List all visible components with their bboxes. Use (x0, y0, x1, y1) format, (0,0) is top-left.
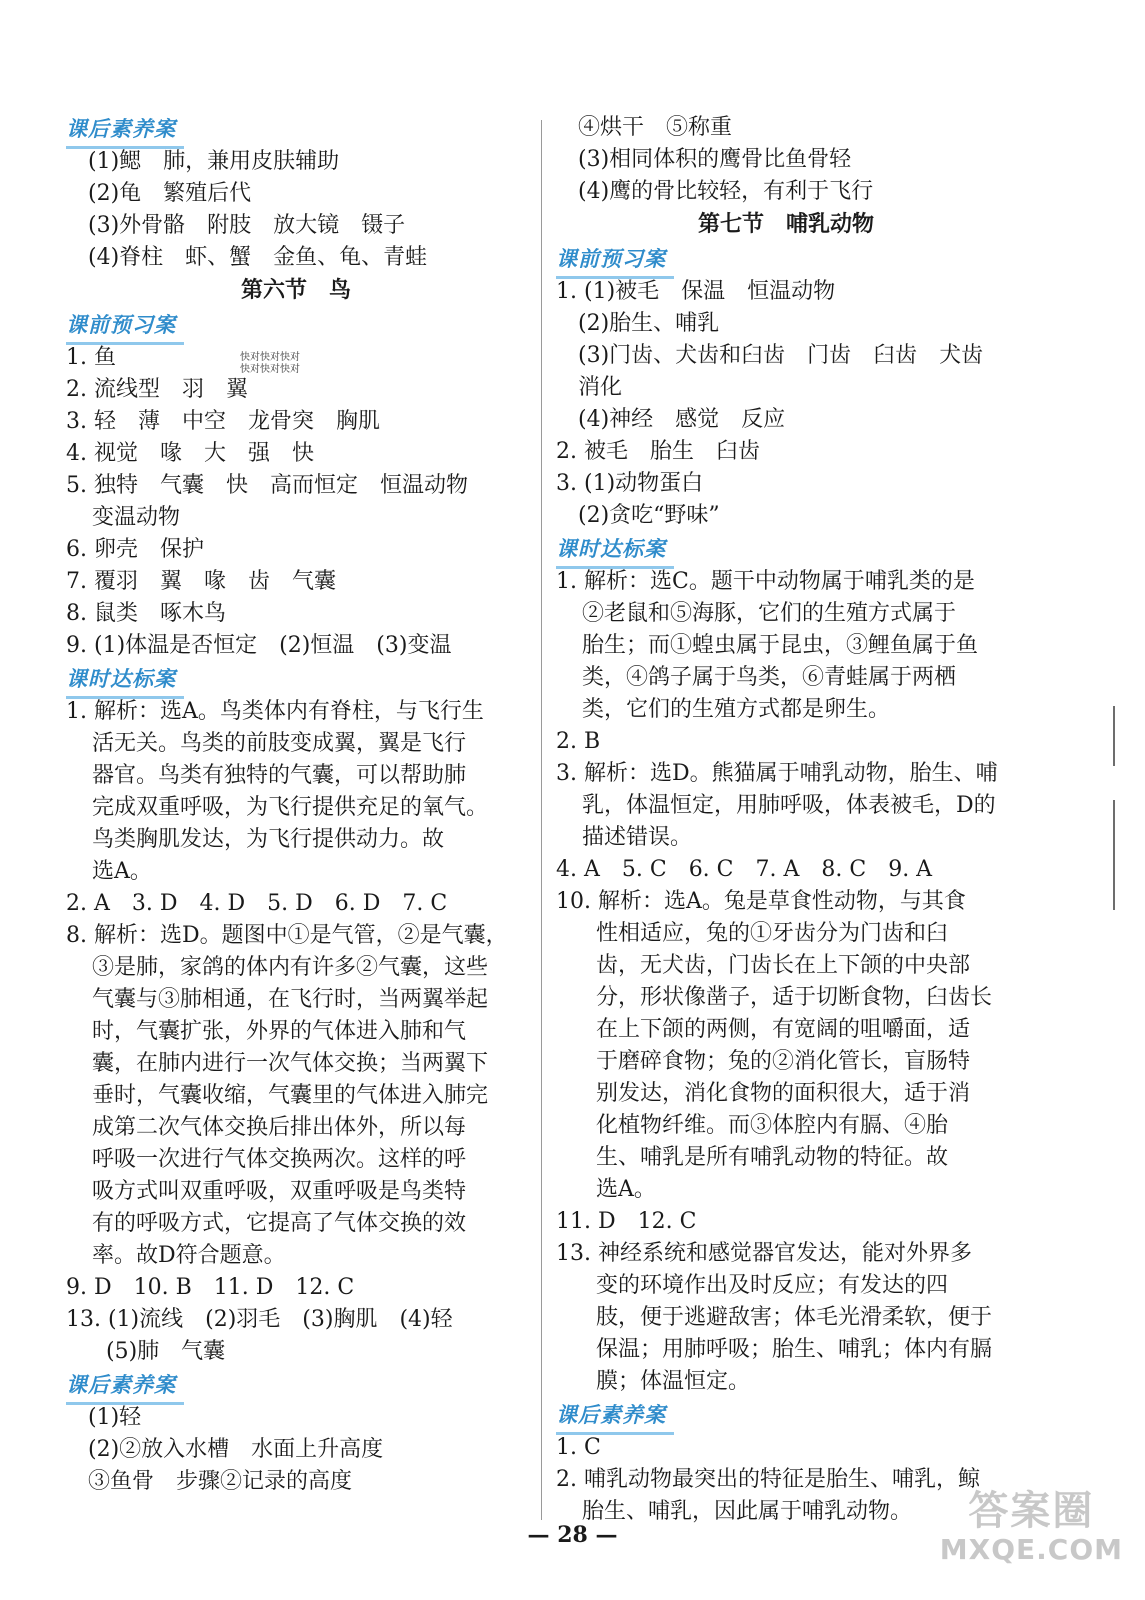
stamp-line: 快对快对快对 (240, 364, 300, 375)
answer-line: ④烘干 ⑤称重 (578, 115, 733, 140)
answer-line: 1. (1)被毛 保温 恒温动物 (556, 279, 836, 304)
answer-line: (2)②放入水槽 水面上升高度 (88, 1437, 384, 1462)
answer-line: 1. 鱼 (66, 345, 116, 370)
answer-line: 时，气囊扩张，外界的气体进入肺和气 (92, 1019, 467, 1044)
answer-line: 器官。鸟类有独特的气囊，可以帮助肺 (92, 763, 467, 788)
answer-line: 类，④鸽子属于鸟类，⑥青蛙属于两栖 (582, 665, 957, 690)
answer-line: 2. 哺乳动物最突出的特征是胎生、哺乳，鲸 (556, 1467, 980, 1492)
answer-line: ③是肺，家鸽的体内有许多②气囊，这些 (92, 955, 489, 980)
answer-line: 变的环境作出及时反应；有发达的四 (596, 1273, 949, 1298)
stamp-mark (240, 352, 300, 376)
section-heading-preview: 课前预习案 (66, 308, 184, 345)
right-column (556, 112, 1016, 1528)
answer-line: 有的呼吸方式，它提高了气体交换的效 (92, 1211, 467, 1236)
answer-line: (4)鹰的骨比较轻，有利于飞行 (578, 179, 874, 204)
answer-line: 3. 轻 薄 中空 龙骨突 胸肌 (66, 409, 380, 434)
answer-line: (1)轻 (88, 1405, 142, 1430)
answer-line: 于磨碎食物；兔的②消化管长，盲肠特 (596, 1049, 971, 1074)
answer-line: 选A。 (596, 1177, 656, 1202)
page-number: — 28 — (527, 1522, 618, 1548)
answer-line: 生、哺乳是所有哺乳动物的特征。故 (596, 1145, 949, 1170)
watermark-en: MXQE.COM (939, 1533, 1123, 1566)
answer-line: ③鱼骨 步骤②记录的高度 (88, 1469, 353, 1494)
answer-line: 2. B (556, 729, 601, 754)
answer-line: 胎生；而①蝗虫属于昆虫，③鲤鱼属于鱼 (582, 633, 979, 658)
answer-line: 保温；用肺呼吸；胎生、哺乳；体内有膈 (596, 1337, 993, 1362)
answer-line: (3)门齿、犬齿和臼齿 门齿 臼齿 犬齿 (578, 343, 984, 368)
answer-line: 1. C (556, 1435, 601, 1460)
answer-line: 选A。 (92, 859, 152, 884)
answer-line: 垂时，气囊收缩，气囊里的气体进入肺完 (92, 1083, 489, 1108)
answer-line: 乳，体温恒定，用肺呼吸，体表被毛，D的 (582, 793, 996, 818)
answer-line: 5. 独特 气囊 快 高而恒定 恒温动物 (66, 473, 468, 498)
answer-line: 活无关。鸟类的前肢变成翼，翼是飞行 (92, 731, 467, 756)
answer-line: 变温动物 (92, 505, 181, 530)
answer-line: (1)鳃 肺，兼用皮肤辅助 (88, 149, 340, 174)
watermark-cn: 答案圈 (968, 1488, 1095, 1534)
answer-line: 10. 解析：选A。兔是草食性动物，与其食 (556, 889, 966, 914)
answer-line: (2)胎生、哺乳 (578, 311, 720, 336)
answer-line: 性相适应，兔的①牙齿分为门齿和臼 (596, 921, 949, 946)
scan-edge-mark (1113, 706, 1115, 766)
answer-line: (3)相同体积的鹰骨比鱼骨轻 (578, 147, 852, 172)
left-column (66, 112, 526, 1498)
answer-line: 齿，无犬齿，门齿长在上下颌的中央部 (596, 953, 971, 978)
section-heading-after-class: 课后素养案 (556, 1398, 674, 1435)
section-heading-preview: 课前预习案 (556, 242, 674, 279)
answer-line: 成第二次气体交换后排出体外，所以每 (92, 1115, 467, 1140)
lesson-title-birds: 第六节 鸟 (240, 278, 351, 303)
answer-line: 8. 鼠类 啄木鸟 (66, 601, 226, 626)
answer-line: (2)贪吃“野味” (578, 503, 720, 528)
answer-line: 3. (1)动物蛋白 (556, 471, 704, 496)
answer-line: 13. 神经系统和感觉器官发达，能对外界多 (556, 1241, 972, 1266)
answer-line: 2. A 3. D 4. D 5. D 6. D 7. C (66, 891, 448, 916)
answer-line: 吸方式叫双重呼吸，双重呼吸是鸟类特 (92, 1179, 467, 1204)
answer-line: 鸟类胸肌发达，为飞行提供动力。故 (92, 827, 445, 852)
answer-line: 3. 解析：选D。熊猫属于哺乳动物，胎生、哺 (556, 761, 998, 786)
answer-line: 2. 被毛 胎生 臼齿 (556, 439, 760, 464)
answer-line: 2. 流线型 羽 翼 (66, 377, 248, 402)
answer-line: 囊，在肺内进行一次气体交换；当两翼下 (92, 1051, 489, 1076)
answer-line: 气囊与③肺相通，在飞行时，当两翼举起 (92, 987, 489, 1012)
answer-line: 4. 视觉 喙 大 强 快 (66, 441, 314, 466)
section-heading-in-class: 课时达标案 (556, 532, 674, 569)
answer-line: (3)外骨骼 附肢 放大镜 镊子 (88, 213, 406, 238)
scan-edge-mark (1113, 800, 1115, 910)
answer-line: 呼吸一次进行气体交换两次。这样的呼 (92, 1147, 467, 1172)
answer-line: (4)脊柱 虾、蟹 金鱼、龟、青蛙 (88, 245, 428, 270)
answer-line: 11. D 12. C (556, 1209, 697, 1234)
answer-line: 肢，便于逃避敌害；体毛光滑柔软，便于 (596, 1305, 993, 1330)
answer-line: ②老鼠和⑤海豚，它们的生殖方式属于 (582, 601, 957, 626)
answer-line: 分，形状像凿子，适于切断食物，臼齿长 (596, 985, 993, 1010)
answer-line: 率。故D符合题意。 (92, 1243, 286, 1268)
answer-line: (4)神经 感觉 反应 (578, 407, 786, 432)
answer-line: 别发达，消化食物的面积很大，适于消 (596, 1081, 971, 1106)
answer-line: 1. 解析：选A。鸟类体内有脊柱，与飞行生 (66, 699, 484, 724)
answer-line: 类，它们的生殖方式都是卵生。 (582, 697, 891, 722)
answer-line: 1. 解析：选C。题干中动物属于哺乳类的是 (556, 569, 975, 594)
answer-line: 8. 解析：选D。题图中①是气管，②是气囊， (66, 923, 508, 948)
stamp-line: 快对快对快对 (240, 352, 300, 363)
answer-line: 9. D 10. B 11. D 12. C (66, 1275, 355, 1300)
answer-line: 4. A 5. C 6. C 7. A 8. C 9. A (556, 857, 933, 882)
answer-line: 胎生、哺乳，因此属于哺乳动物。 (582, 1499, 913, 1524)
section-heading-after-class: 课后素养案 (66, 112, 184, 149)
answer-line: 7. 覆羽 翼 喙 齿 气囊 (66, 569, 336, 594)
answer-line: 完成双重呼吸，为飞行提供充足的氧气。 (92, 795, 489, 820)
answer-line: 消化 (578, 375, 623, 400)
answer-line: 在上下颌的两侧，有宽阔的咀嚼面，适 (596, 1017, 971, 1042)
answer-line: 6. 卵壳 保护 (66, 537, 204, 562)
answer-line: 13. (1)流线 (2)羽毛 (3)胸肌 (4)轻 (66, 1307, 453, 1332)
column-divider (541, 120, 542, 1520)
answer-line: 9. (1)体温是否恒定 (2)恒温 (3)变温 (66, 633, 452, 658)
answer-line: 化植物纤维。而③体腔内有膈、④胎 (596, 1113, 949, 1138)
section-heading-in-class: 课时达标案 (66, 662, 184, 699)
section-heading-after-class: 课后素养案 (66, 1368, 184, 1405)
answer-line: (5)肺 气囊 (106, 1339, 226, 1364)
answer-line: 描述错误。 (582, 825, 693, 850)
lesson-title-mammals: 第七节 哺乳动物 (697, 212, 874, 237)
answer-line: 膜；体温恒定。 (596, 1369, 751, 1394)
answer-line: (2)龟 繁殖后代 (88, 181, 252, 206)
watermark-logo (940, 1488, 1123, 1566)
